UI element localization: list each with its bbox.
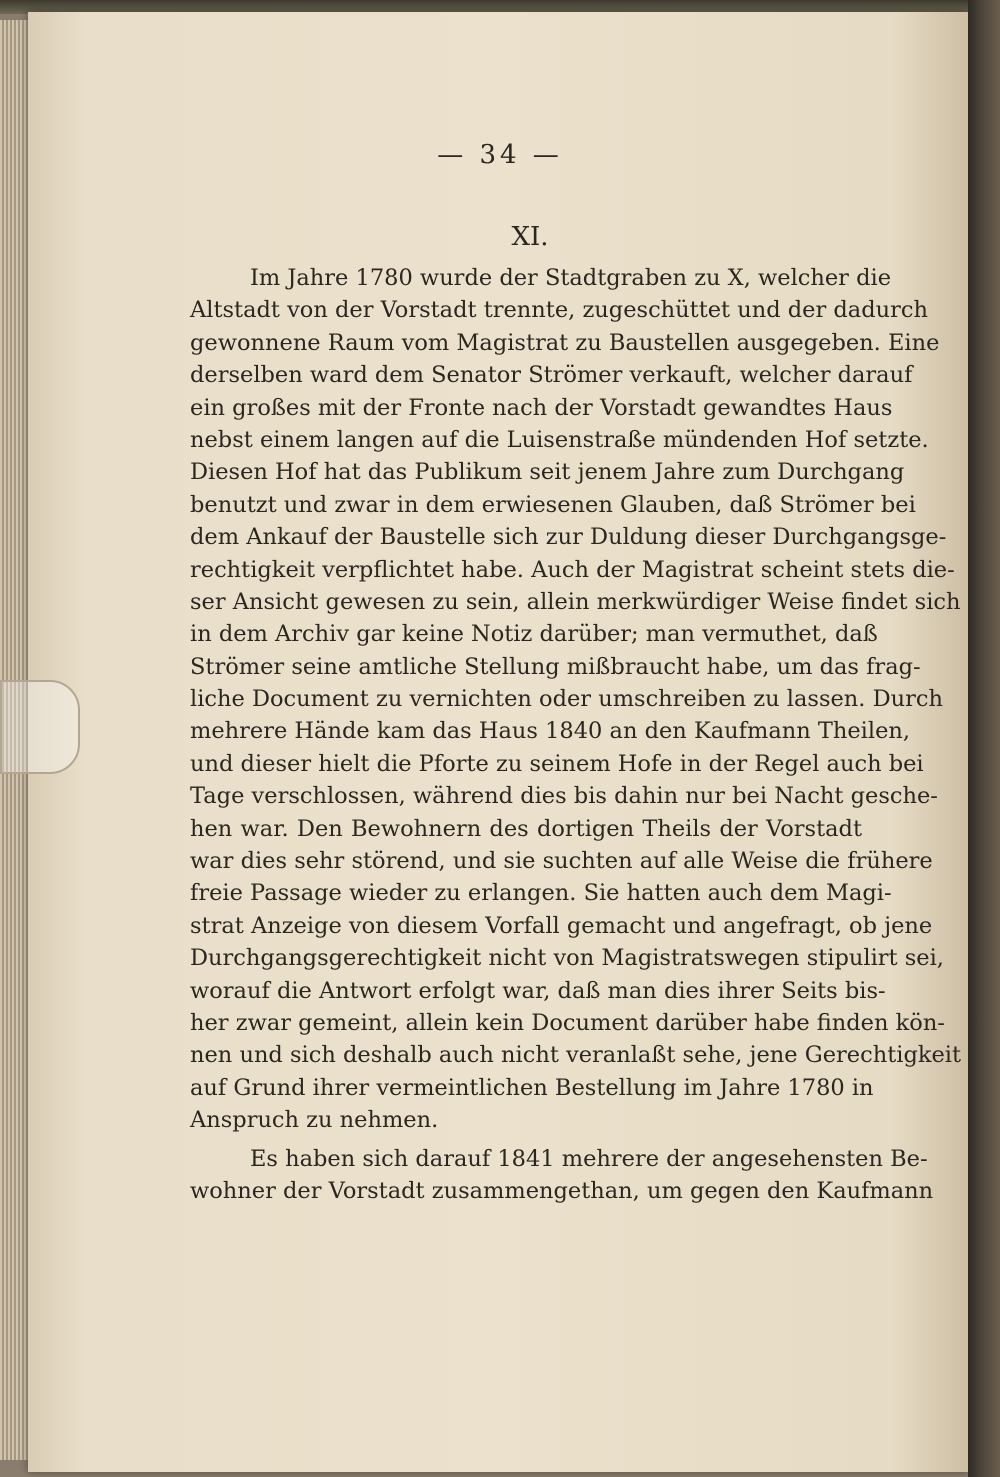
text-line: ein großes mit der Fronte nach der Vorstadt gewandtes Haus [190, 394, 893, 421]
text-line: und dieser hielt die Pforte zu seinem Hofe in der Regel auch bei [190, 750, 924, 777]
text-line: benutzt und zwar in dem erwiesenen Glauben, daß Strömer bei [190, 491, 916, 518]
page-number: — 34 — [437, 140, 563, 170]
text-line: hen war. Den Bewohnern des dortigen Theils der Vorstadt [190, 815, 862, 842]
chapter-heading: XI. [511, 222, 549, 252]
text-line: liche Document zu vernichten oder umschreiben zu lassen. Durch [190, 686, 943, 713]
text-line: Anspruch zu nehmen. [190, 1107, 439, 1134]
body-text [190, 262, 962, 1207]
text-line: ser Ansicht gewesen zu sein, allein merkwürdiger Weise findet sich [190, 588, 961, 615]
text-line: mehrere Hände kam das Haus 1840 an den Kaufmann Theilen, [190, 718, 911, 745]
text-line: Altstadt von der Vorstadt trennte, zugeschüttet und der dadurch [190, 297, 928, 324]
text-line: dem Ankauf der Baustelle sich zur Duldung dieser Durchgangsge- [190, 524, 947, 551]
text-line: auf Grund ihrer vermeintlichen Bestellung im Jahre 1780 in [190, 1074, 874, 1101]
text-line: wohner der Vorstadt zusammengethan, um gegen den Kaufmann [190, 1177, 934, 1204]
text-line: her zwar gemeint, allein kein Document darüber habe finden kön- [190, 1009, 945, 1036]
text-line: gewonnene Raum vom Magistrat zu Baustellen ausgegeben. Eine [190, 329, 940, 356]
text-line: nebst einem langen auf die Luisenstraße mündenden Hof setzte. [190, 426, 929, 453]
paragraph [190, 262, 962, 1137]
paragraph [190, 1143, 934, 1208]
text-line: in dem Archiv gar keine Notiz darüber; man vermuthet, daß [190, 621, 878, 648]
text-line: worauf die Antwort erfolgt war, daß man dies ihrer Seits bis- [190, 977, 886, 1004]
bookmark-tab [0, 680, 80, 774]
text-line: nen und sich deshalb auch nicht veranlaßt sehe, jene Gerechtigkeit [190, 1042, 962, 1069]
text-line: Strömer seine amtliche Stellung mißbraucht habe, um das frag- [190, 653, 921, 680]
text-line: strat Anzeige von diesem Vorfall gemacht und angefragt, ob jene [190, 912, 933, 939]
text-line: Es haben sich darauf 1841 mehrere der angesehensten Be- [250, 1145, 928, 1172]
text-line: war dies sehr störend, und sie suchten auf alle Weise die frühere [190, 848, 933, 875]
text-line: Durchgangsgerechtigkeit nicht von Magistratswegen stipulirt sei, [190, 945, 944, 972]
text-line: Tage verschlossen, während dies bis dahin nur bei Nacht gesche- [190, 783, 938, 810]
text-line: derselben ward dem Senator Strömer verkauft, welcher darauf [190, 362, 913, 389]
text-line: Diesen Hof hat das Publikum seit jenem Jahre zum Durchgang [190, 459, 905, 486]
text-line: Im Jahre 1780 wurde der Stadtgraben zu X, welcher die [250, 265, 892, 291]
text-line: rechtigkeit verpflichtet habe. Auch der Magistrat scheint stets die- [190, 556, 955, 583]
text-line: freie Passage wieder zu erlangen. Sie hatten auch dem Magi- [190, 880, 892, 907]
